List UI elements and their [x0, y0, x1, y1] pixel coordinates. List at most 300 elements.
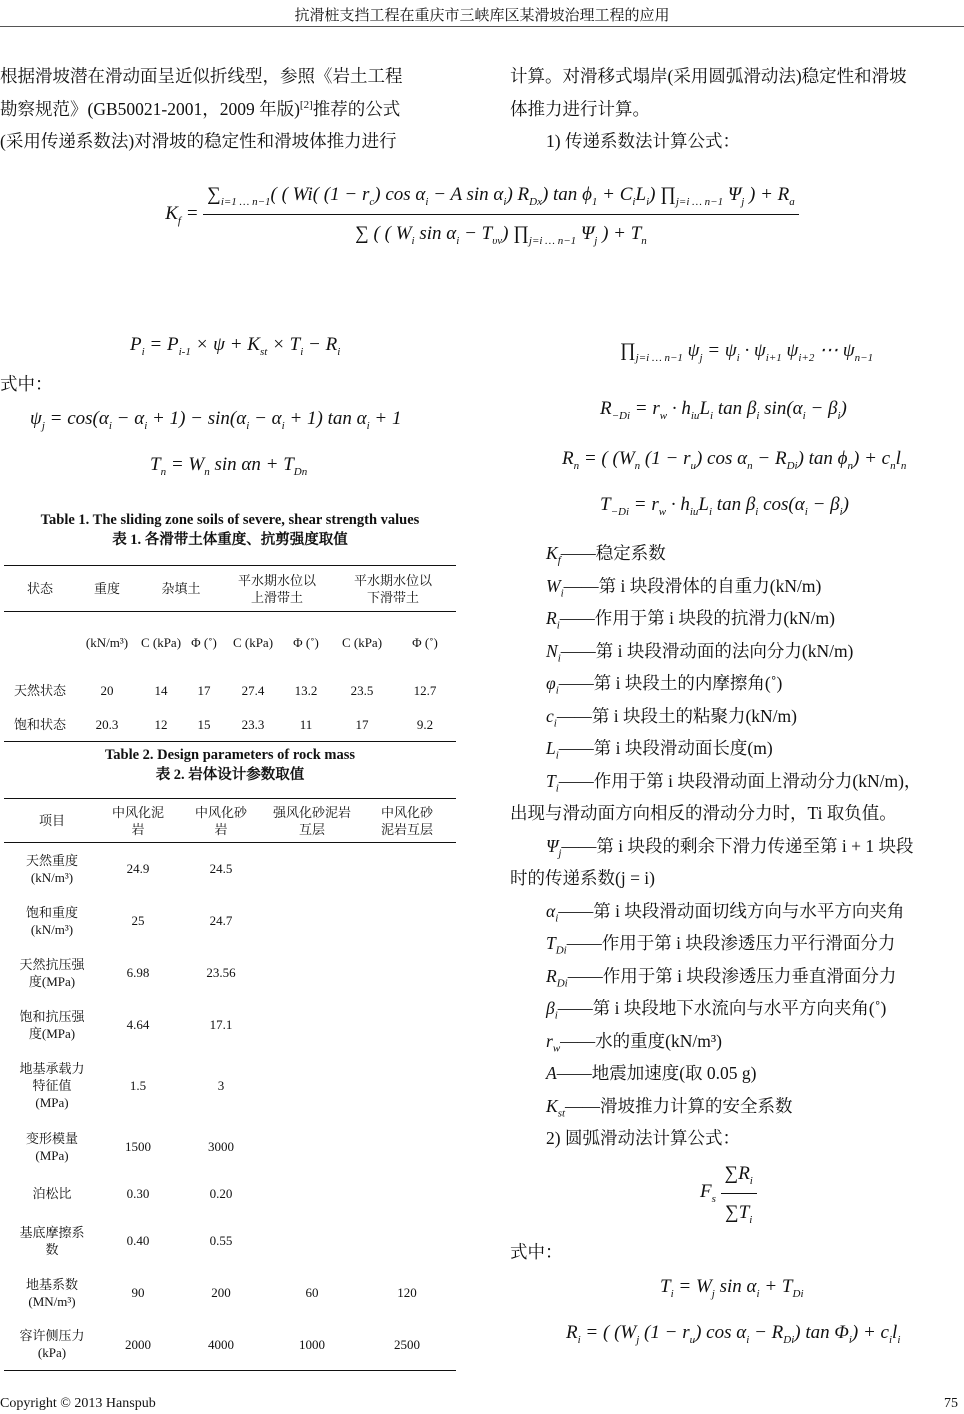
- formula-symbol: $\alpha_i$: [356, 408, 370, 432]
- table-cell: 11: [299, 716, 313, 732]
- subscript: i: [710, 409, 714, 422]
- subscript: i: [646, 195, 650, 208]
- table-cell: [4, 999, 100, 1051]
- cell-text: 饱和抗压强度(MPa): [19, 1008, 85, 1041]
- formula-text: +: [759, 1276, 782, 1297]
- formula-text: =: [144, 334, 167, 355]
- formula-text: +: [597, 184, 620, 205]
- table-cell: 12: [154, 716, 168, 732]
- subscript: i: [749, 1174, 753, 1187]
- formula-text: ) +: [851, 1322, 881, 1343]
- formula-symbol: $\beta_i$: [746, 398, 760, 422]
- table-cell: [266, 1173, 358, 1215]
- definition-symbol: $r_w$: [546, 1030, 561, 1054]
- subscript: Di: [786, 459, 798, 472]
- subscript: i: [746, 1333, 750, 1346]
- formula-text: ·: [666, 494, 681, 515]
- subscript: j: [711, 1287, 715, 1300]
- table-cell: [358, 895, 456, 947]
- formula-symbol: $\alpha_i$: [236, 408, 250, 432]
- subscript: i: [144, 419, 148, 432]
- numerator: [203, 182, 799, 215]
- subscript: u: [689, 1333, 696, 1346]
- table2-caption: [0, 745, 460, 785]
- formula-symbol: $\alpha_i$: [746, 1276, 760, 1300]
- formula-text: ) +: [853, 448, 882, 469]
- table-cell: 饱和状态: [13, 716, 66, 732]
- table1: [4, 565, 456, 742]
- table-cell: [100, 895, 176, 947]
- formula-text: = cos(: [44, 408, 99, 429]
- formula-text: ): [842, 494, 849, 515]
- cell-text: 3: [217, 1078, 225, 1093]
- header-text: 平水期水位以下滑带土: [353, 572, 432, 605]
- formula-symbol: $L_i$: [699, 398, 714, 422]
- cell-text: 23.56: [206, 965, 236, 980]
- unit-cell: C (kPa): [232, 635, 274, 651]
- header-cell: [330, 566, 456, 612]
- formula-symbol: $T_n$: [150, 454, 167, 478]
- formula-symbol: $K_{st}$: [247, 334, 268, 358]
- formula-symbol: $W_n$: [618, 448, 641, 472]
- formula-lhs: [700, 1181, 716, 1206]
- formula-symbol: $\psi_{i+1}$: [753, 340, 782, 364]
- table-cell: [266, 947, 358, 999]
- subscript: i: [300, 345, 304, 358]
- cell-text: 变形模量 (MPa): [25, 1130, 78, 1163]
- formula-symbol: $\Psi_j$: [727, 184, 745, 208]
- definition-symbol: $T_{Di}$: [546, 933, 567, 957]
- definition-item: [510, 537, 964, 570]
- formula-symbol: $\psi_{n-1}$: [842, 340, 874, 364]
- table-cell: [358, 1267, 456, 1319]
- header-cell: 杂填土: [161, 581, 201, 596]
- subscript: i: [555, 684, 559, 697]
- subscript: Di: [555, 944, 567, 957]
- formula-text: = ( (: [580, 1322, 621, 1343]
- formula-text: ( (1 −: [312, 184, 362, 205]
- formula-text: cos(: [758, 494, 795, 515]
- subscript: s: [711, 1193, 716, 1206]
- definition-item: [510, 1090, 964, 1123]
- table-cell: 14: [154, 683, 168, 698]
- definition-text: ——第 i 块段土的粘聚力(kN/m): [556, 705, 797, 726]
- definition-text: ——第 i 块段滑动面切线方向与水平方向夹角: [558, 900, 905, 921]
- formula-text: ×: [267, 334, 290, 355]
- table-cell: [176, 1051, 266, 1121]
- header-text: 中风化泥岩: [111, 804, 164, 837]
- formula-fs: [700, 1161, 964, 1226]
- formula-tn: [150, 452, 307, 478]
- subscript: Di: [556, 977, 568, 989]
- formula-symbol: $\psi_j$: [687, 340, 703, 364]
- method2-heading: 2) 圆弧滑动法计算公式：: [546, 1128, 740, 1148]
- table-row: [4, 843, 456, 895]
- table-cell: [176, 1173, 266, 1215]
- subscript: Dn: [293, 465, 308, 478]
- formula-symbol: $\alpha_i$: [415, 184, 429, 208]
- formula-text: ) cos: [695, 448, 738, 469]
- subscript: i: [246, 419, 250, 432]
- subscript: −Di: [611, 409, 631, 422]
- subscript: i: [456, 234, 460, 247]
- subscript: i: [556, 619, 560, 632]
- table-cell: [4, 1319, 100, 1371]
- definition-symbol: $K_{st}$: [546, 1095, 566, 1119]
- table-header-row: [4, 799, 456, 843]
- table-cell: [100, 1267, 176, 1319]
- table-cell: [176, 895, 266, 947]
- formula-symbol: $\psi_{i+2}$: [786, 340, 815, 364]
- formula-symbol: $R_i$: [325, 334, 341, 358]
- cell-text: 0.20: [209, 1186, 233, 1201]
- table-cell: [4, 843, 100, 895]
- table-cell: [176, 1121, 266, 1173]
- subscript: u: [690, 459, 696, 472]
- formula-text: ) +: [597, 223, 631, 244]
- table-cell: [358, 1319, 456, 1371]
- text-line: 体推力进行计算。: [510, 98, 650, 119]
- table-cell: [4, 1173, 100, 1215]
- table-cell: 13.2: [294, 683, 318, 698]
- subscript: n: [847, 459, 854, 472]
- subscript: i: [425, 195, 429, 208]
- table-cell: [266, 1051, 358, 1121]
- formula-symbol: $\alpha_i$: [271, 408, 285, 432]
- header-cell: [176, 799, 266, 843]
- subscript: j=i … n−1: [675, 195, 724, 208]
- table-cell: [100, 1173, 176, 1215]
- subscript: n: [573, 459, 580, 472]
- method1-heading: 1) 传递系数法计算公式：: [546, 131, 740, 151]
- formula-text: ) ∏: [502, 223, 529, 244]
- subscript: st: [259, 345, 268, 358]
- subscript: j: [558, 847, 562, 859]
- definition-item: [510, 1025, 964, 1058]
- formula-symbol: $\phi_n$: [837, 448, 854, 472]
- formula-text: ) tan: [541, 184, 583, 205]
- formula-symbol: $L_i$: [635, 184, 650, 208]
- table-cell: [176, 999, 266, 1051]
- table-cell: 15: [197, 716, 211, 732]
- formula-text: −: [752, 448, 775, 469]
- formula-text: ) tan: [794, 1322, 835, 1343]
- subscript: a: [789, 195, 795, 208]
- subscript: n: [747, 459, 753, 472]
- table-cell: [266, 1121, 358, 1173]
- subscript: w: [658, 505, 667, 518]
- definition-item: [510, 1057, 964, 1090]
- subscript: i: [837, 409, 841, 422]
- cell-text: 6.98: [126, 965, 150, 980]
- unit-cell: Φ (˚): [412, 635, 438, 651]
- subscript: i: [736, 351, 740, 364]
- definition-item: [510, 830, 964, 863]
- formula-text: −: [749, 1322, 772, 1343]
- formula-symbol: $\alpha_i$: [493, 184, 507, 208]
- table-cell: 12.7: [413, 683, 437, 698]
- unit-cell: [4, 612, 76, 674]
- formula-symbol: $\alpha_i$: [98, 408, 112, 432]
- cell-text: 25: [131, 913, 145, 928]
- formula-text: + 1) tan: [284, 408, 357, 429]
- formula-symbol: $T_i$: [738, 1201, 753, 1226]
- subscript: n: [890, 459, 896, 472]
- table-cell: 23.3: [241, 716, 265, 732]
- cell-text: 90: [131, 1285, 145, 1300]
- header-cell: [266, 799, 358, 843]
- subscript: i: [632, 195, 636, 208]
- formula-text: −: [249, 408, 272, 429]
- table-cell: [266, 843, 358, 895]
- text-line: [0, 93, 460, 126]
- subscript: i+2: [798, 351, 815, 364]
- table-cell: 20.3: [95, 716, 119, 732]
- table-cell: [176, 1215, 266, 1267]
- subscript: i: [366, 419, 370, 432]
- formula-symbol: $\beta_i$: [745, 494, 759, 518]
- subscript: Dx: [529, 195, 542, 208]
- table-row: [4, 708, 456, 742]
- formula-text: tan: [713, 398, 747, 419]
- formula-text: −: [111, 408, 135, 429]
- table-cell: [100, 1121, 176, 1173]
- formula-text: −: [303, 334, 326, 355]
- header-cell: [224, 566, 330, 612]
- text-line: 根据滑坡潜在滑动面呈近似折线型，参照《岩土工程: [0, 66, 403, 86]
- formula-tdi: [600, 492, 849, 518]
- formula-text: ) +: [744, 184, 778, 205]
- definition-text: ——水的重度(kN/m³): [560, 1030, 722, 1051]
- subscript: Di: [783, 1333, 795, 1346]
- subscript: i: [411, 234, 415, 247]
- table-cell: [100, 999, 176, 1051]
- formula-text: ∑: [725, 1201, 739, 1223]
- formula-text: ⋯: [814, 340, 843, 361]
- cell-text: 4000: [208, 1336, 234, 1352]
- cell-text: 容许侧压力 (kPa): [19, 1328, 85, 1361]
- cell-text: 2000: [125, 1336, 151, 1352]
- formula-symbol: $T_n$: [630, 223, 647, 247]
- formula-symbol: $r_c$: [361, 184, 375, 208]
- subscript: j=i … n−1: [635, 351, 683, 364]
- subscript: n: [641, 234, 647, 247]
- table-cell: 20: [100, 683, 114, 698]
- table-row: [4, 999, 456, 1051]
- formula-text: ) ∏: [649, 184, 676, 205]
- formula-symbol: $W_n$: [188, 454, 210, 478]
- formula-symbol: Wi: [292, 184, 313, 205]
- table-row: [4, 1173, 456, 1215]
- subscript: i: [756, 1287, 760, 1300]
- formula-text: [782, 340, 787, 361]
- symbol-definitions: [510, 537, 964, 1122]
- table-row: [4, 1319, 456, 1371]
- table2: [4, 798, 456, 1371]
- table-row: [4, 947, 456, 999]
- table-cell: [358, 1121, 456, 1173]
- definition-symbol: $K_f$: [546, 543, 561, 567]
- text-span: 勘察规范》(GB50021-2001，2009 年版): [0, 98, 300, 119]
- formula-symbol: $R_n$: [562, 448, 580, 472]
- formula-symbol: $\alpha_i$: [794, 494, 808, 518]
- formula-symbol: $W_i$: [395, 223, 415, 247]
- formula-symbol: $l_n$: [895, 448, 907, 472]
- subscript: j: [594, 234, 598, 247]
- subscript: 1: [591, 195, 598, 208]
- footer-copyright: Copyright © 2013 Hanspub: [0, 1396, 156, 1411]
- formula-symbol: $\alpha_n$: [737, 448, 753, 472]
- formula-symbol: $R_{Di}$: [771, 1322, 795, 1346]
- formula-symbol: $R_i$: [738, 1162, 753, 1187]
- definition-symbol: $W_i$: [546, 575, 564, 599]
- citation-ref[interactable]: [2]: [299, 98, 313, 111]
- formula-symbol: $\beta_i$: [828, 398, 841, 422]
- table-row: [4, 674, 456, 708]
- formula-text: ): [840, 398, 847, 419]
- subscript: i: [560, 587, 564, 599]
- subscript: n: [204, 465, 210, 478]
- definition-item: [510, 732, 964, 765]
- subscript: i: [756, 409, 760, 422]
- subscript: n: [900, 459, 907, 472]
- subscript: i: [577, 1333, 581, 1346]
- table-cell: [176, 843, 266, 895]
- subscript: f: [557, 554, 561, 567]
- formula-text: + 1: [369, 408, 402, 429]
- subscript: f: [177, 214, 181, 227]
- subscript: i: [281, 419, 285, 432]
- subscript: i: [888, 1333, 893, 1346]
- left-paragraph: [0, 60, 460, 158]
- formula-psi: [30, 406, 402, 432]
- formula-symbol: $\psi_j$: [30, 408, 45, 432]
- table-cell: [358, 843, 456, 895]
- formula-text: + 1) − sin(: [147, 408, 237, 429]
- formula-symbol: $L_i$: [698, 494, 713, 518]
- definition-symbol: $c_i$: [546, 705, 557, 729]
- formula-symbol: $r_u$: [682, 1322, 696, 1346]
- table-cell: 23.5: [350, 683, 374, 698]
- formula-text: [683, 340, 688, 361]
- subscript: i: [108, 419, 112, 432]
- cell-text: 基底摩擦系数: [19, 1224, 85, 1257]
- formula-text: =: [166, 454, 189, 475]
- unit-cell: Φ (˚): [191, 635, 217, 651]
- formula-symbol: $R_{Dx}$: [517, 184, 542, 208]
- formula-symbol: $T_{\upsilon v}$: [481, 223, 503, 247]
- definition-item: [510, 960, 964, 993]
- formula-pi: [130, 332, 340, 358]
- table-cell: 9.2: [416, 716, 434, 732]
- units-row: [4, 612, 456, 674]
- cell-text: 3000: [208, 1139, 234, 1154]
- subscript: i: [804, 505, 808, 518]
- subscript: iu: [690, 409, 700, 422]
- formula-text: sin: [714, 1276, 747, 1297]
- table-cell: 天然状态: [13, 683, 66, 698]
- formula-symbol: $T_{-Di}$: [600, 494, 630, 518]
- definition-item: [510, 992, 964, 1025]
- subscript: st: [557, 1107, 566, 1119]
- subscript: j: [741, 195, 745, 208]
- definition-text: ——第 i 块段滑动面的法向分力(kN/m): [560, 640, 854, 661]
- text-line: (采用传递系数法)对滑坡的稳定性和滑坡体推力进行: [0, 131, 397, 151]
- formula-symbol: $T_i$: [660, 1276, 674, 1300]
- unit-cell: Φ (˚): [293, 635, 319, 651]
- subscript: i: [503, 195, 507, 208]
- table-cell: [100, 1319, 176, 1371]
- formula-symbol: [220, 184, 271, 208]
- definition-symbol: $\varphi_i$: [546, 673, 559, 697]
- table-cell: [358, 1215, 456, 1267]
- formula-symbol: $P_i$: [130, 334, 145, 358]
- formula-symbol: $P_{i-1}$: [167, 334, 191, 358]
- subscript: i=1 … n−1: [220, 195, 271, 208]
- formula-text: ·: [739, 340, 754, 361]
- header-text: 平水期水位以上滑带土: [237, 572, 316, 605]
- table-cell: [176, 1319, 266, 1371]
- table-cell: [358, 1173, 456, 1215]
- subscript: n: [634, 459, 641, 472]
- header-cell: [100, 799, 176, 843]
- text-line: 计算。对滑移式塌岸(采用圆弧滑动法)稳定性和滑坡: [510, 66, 907, 86]
- formula-symbol: $\alpha_i$: [134, 408, 148, 432]
- definition-text: ——地震加速度(取 0.05 g): [556, 1063, 757, 1083]
- formula-symbol: $T_{Di}$: [781, 1276, 804, 1300]
- formula-text: = ( (: [579, 448, 619, 469]
- subscript: n: [160, 465, 167, 478]
- cell-text: 0.30: [126, 1186, 150, 1201]
- cell-text: 200: [211, 1285, 231, 1300]
- where-label: 式中：: [0, 374, 53, 394]
- cell-text: 地基系数 (MN/m³): [25, 1276, 78, 1309]
- definition-item: [510, 602, 964, 635]
- cell-text: 泊松比: [32, 1186, 72, 1201]
- table-cell: [266, 1267, 358, 1319]
- definition-symbol: A: [546, 1063, 557, 1083]
- formula-text: ∑: [724, 1162, 739, 1184]
- formula-text: −: [459, 223, 482, 244]
- definition-symbol: $\Psi_j$: [546, 835, 562, 859]
- formula-symbol: $h_{iu}$: [681, 398, 700, 422]
- cell-text: 120: [397, 1285, 417, 1300]
- formula-ti: [660, 1274, 964, 1300]
- formula-symbol: $T_i$: [289, 334, 304, 358]
- formula-text: sin αn +: [209, 454, 284, 475]
- header-text: 中风化砂泥岩互层: [380, 804, 433, 837]
- formula-text: ( (: [270, 184, 293, 205]
- definition-text: ——第 i 块段滑动面长度(m): [558, 738, 773, 758]
- table-cell: [176, 947, 266, 999]
- formula-symbol: $l_i$: [892, 1322, 901, 1346]
- formula-symbol: $F_s$: [700, 1181, 716, 1206]
- formula-symbol: $r_w$: [652, 398, 668, 422]
- definition-symbol: $\beta_i$: [546, 998, 558, 1022]
- header-cell: 重度: [93, 581, 120, 596]
- cell-text: 0.40: [126, 1233, 150, 1248]
- subscript: i: [555, 782, 559, 794]
- formula-symbol: $R_{-Di}$: [600, 398, 631, 422]
- formula-text: sin: [414, 223, 447, 244]
- subscript: Di: [792, 1287, 804, 1300]
- table-cell: [4, 1051, 100, 1121]
- formula-text: (1 −: [640, 448, 684, 469]
- caption-cn: 表 1. 各滑带土体重度、抗剪强度取值: [112, 532, 348, 548]
- formula-text: =: [673, 1276, 696, 1297]
- subscript: υv: [492, 234, 503, 247]
- table-cell: [4, 1215, 100, 1267]
